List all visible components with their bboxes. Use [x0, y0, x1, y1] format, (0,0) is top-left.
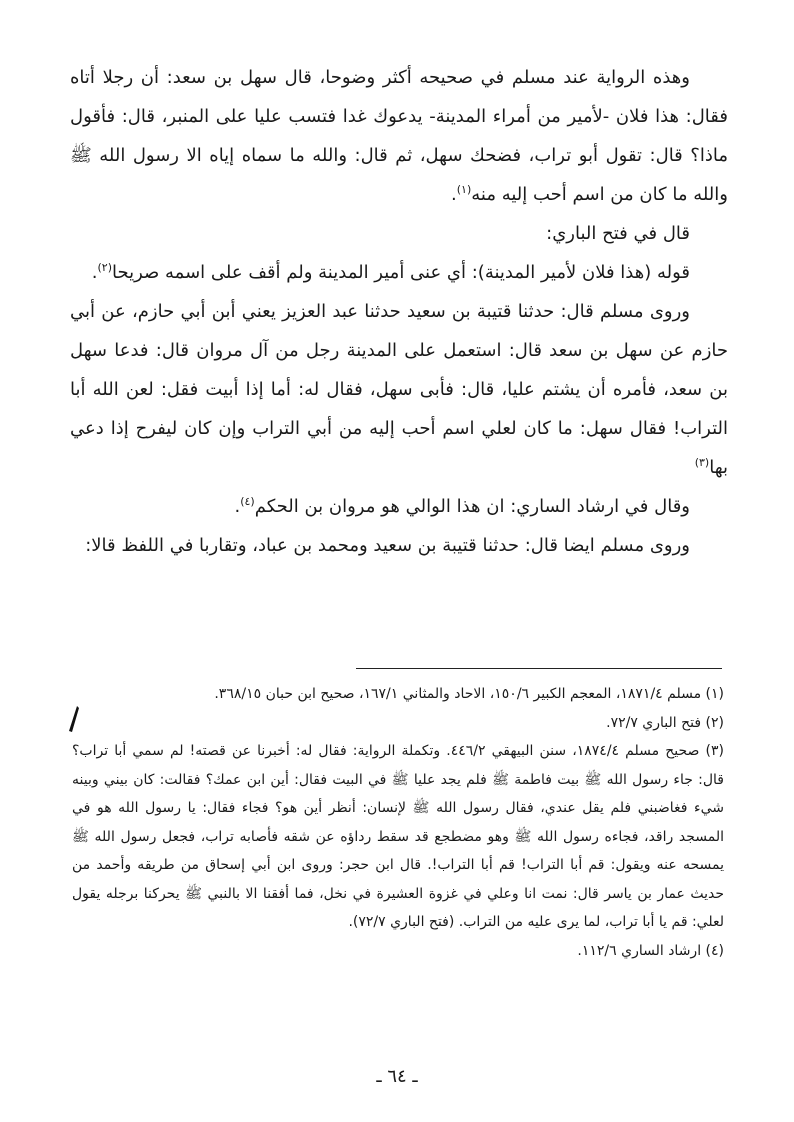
footnote-ref: (٣)	[694, 456, 710, 469]
footnote-ref: (١)	[456, 183, 472, 196]
footnote-ref: (٢)	[97, 261, 112, 274]
paragraph: قوله (هذا فلان لأمير المدينة): أي عنى أمير المدينة ولم أقف على اسمه صريحا$^{(٢)}$.	[91, 261, 690, 283]
main-text	[70, 58, 728, 565]
paragraph: وروى مسلم قال: حدثنا قتيبة بن سعيد حدثنا عبد العزيز يعني أبن أبي حازم، عن أبي حازم عن سهل بن سعد قال: استعمل على المدينة رجل من آل مروان قال: فدعا سهل بن سعد، فأمره أن يشتم عليا، قال: فأبى سهل، فقال له: أما إذا أبيت فقل: لعن الله أبا التراب! فقال سهل: ما كان لعلي اسم أحب إليه من أبي التراب وإن كان ليفرح إذا دعي بها$^{(٣)}$	[70, 301, 728, 478]
footnote: (٤) ارشاد الساري ١١٢/٦.	[577, 942, 724, 959]
paragraph: وروى مسلم ايضا قال: حدثنا قتيبة بن سعيد ومحمد بن عباد، وتقاربا في اللفظ قالا:	[85, 535, 690, 556]
footnotes	[72, 680, 724, 965]
footnote: (١) مسلم ١٨٧١/٤، المعجم الكبير ١٥٠/٦، الاحاد والمثاني ١٦٧/١، صحيح ابن حبان ٣٦٨/١٥.	[214, 686, 724, 702]
footnote: (٣) صحيح مسلم ١٨٧٤/٤، سنن البيهقي ٤٤٦/٢. وتكملة الرواية: فقال له: أخبرنا عن قصته! لم سمي أبا تراب؟ قال: جاء رسول الله ﷺ بيت فاطمة ﷺ فلم يجد عليا ﷺ في البيت فقال: أين ابن عمك؟ فقالت: كان بيني وبينه شيء فغاضبني فلم يقل عندي، فقال رسول الله ﷺ لإنسان: أنظر أين هو؟ فجاء فقال: يا رسول الله هو في المسجد راقد، فجاءه رسول الله ﷺ وهو مضطجع قد سقط رداؤه عن شقه فأصابه تراب، فجعل رسول الله ﷺ يمسحه عنه ويقول: قم أبا التراب! قم أبا التراب!. قال ابن حجر: وروى ابن أبي إسحاق من طريقه وأحمد من حديث عمار بن ياسر قال: نمت انا وعلي في غزوة العشيرة في نخل، فما أفقنا الا بالنبي ﷺ يحركنا برجله يقول لعلي: قم يا أبا تراب، لما يرى عليه من التراب. (فتح الباري ٧٢/٧).	[72, 743, 724, 930]
paragraph: قال في فتح الباري:	[546, 223, 690, 244]
footnote: (٢) فتح الباري ٧٢/٧.	[606, 714, 724, 731]
paragraph: وهذه الرواية عند مسلم في صحيحه أكثر وضوحا، قال سهل بن سعد: أن رجلا أتاه فقال: هذا فلان -لأمير من أمراء المدينة- يدعوك غدا فتسب عليا على المنبر، قال: فأقول ماذا؟ قال: تقول أبو تراب، فضحك سهل، ثم قال: والله ما سماه إياه الا رسول الله ﷺ والله ما كان من اسم أحب إليه منه$^{(١)}$.	[70, 67, 728, 205]
footnote-divider	[356, 668, 722, 669]
page-number: ـ ٦٤ ـ	[376, 1066, 418, 1087]
paragraph: وقال في ارشاد الساري: ان هذا الوالي هو مروان بن الحكم$^{(٤)}$.	[234, 495, 690, 517]
footnote-ref: (٤)	[240, 495, 255, 508]
